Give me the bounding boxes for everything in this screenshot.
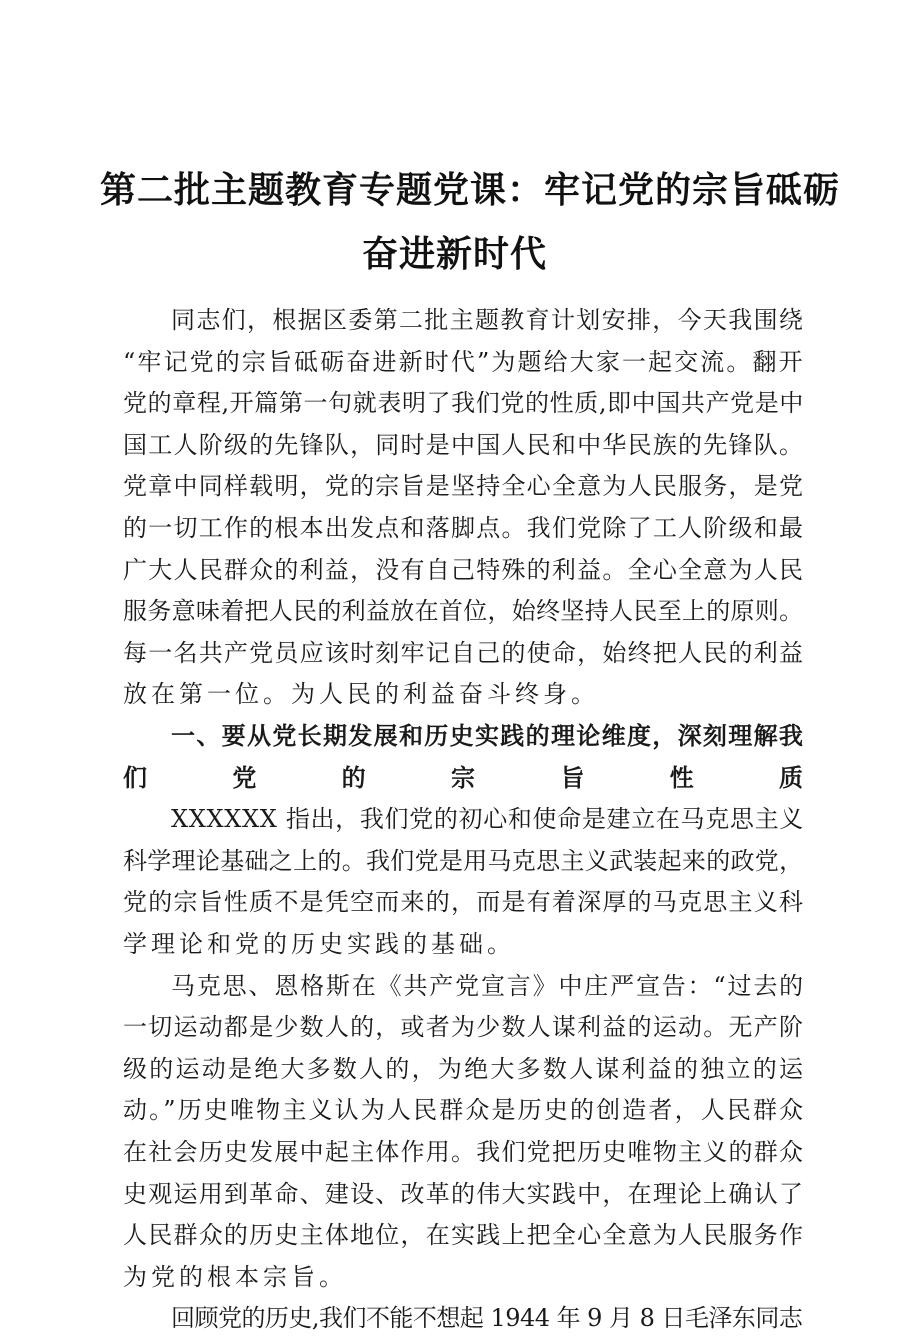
paragraph-line: 人民群众的历史主体地位，在实践上把全心全意为人民服务作 [123,1221,805,1250]
paragraph-line: 回顾党的历史,我们不能不想起 1944 年 9 月 8 日毛泽东同志 [171,1304,803,1333]
paragraph-line: 的一切工作的根本出发点和落脚点。我们党除了工人阶级和最 [123,514,805,542]
paragraph-line: 广大人民群众的利益，没有自己特殊的利益。全心全意为人民 [123,555,805,584]
document-title-line-1: 第二批主题教育专题党课：牢记党的宗旨砥砺 [100,169,841,211]
paragraph-line: 为党的根本宗旨。 [123,1262,347,1291]
paragraph-line: 党的宗旨性质不是凭空而来的，而是有着深厚的马克思主义科 [123,888,805,917]
paragraph-line: 放在第一位。为人民的利益奋斗终身。 [123,680,599,709]
section-heading-line: 们党的宗旨性质 [123,762,889,792]
section-heading-line: 一、要从党长期发展和历史实践的理论维度，深刻理解我 [171,721,805,750]
paragraph-line: 国工人阶级的先锋队，同时是中国人民和中华民族的先锋队。 [123,430,805,459]
paragraph-line: 级的运动是绝大多数人的，为绝大多数人谋利益的独立的运 [123,1054,806,1083]
paragraph-line: 服务意味着把人民的利益放在首位，始终坚持人民至上的原则。 [123,597,804,626]
paragraph-line: 党的章程,开篇第一句就表明了我们党的性质,即中国共产党是中 [123,389,804,418]
paragraph-line: 马克思、恩格斯在《共产党宣言》中庄严宣告：“过去的 [171,971,806,1000]
paragraph-line: 同志们，根据区委第二批主题教育计划安排，今天我围绕 [171,306,805,334]
paragraph-line: 在社会历史发展中起主体作用。我们党把历史唯物主义的群众 [123,1138,805,1166]
paragraph-line: “牢记党的宗旨砥砺奋进新时代”为题给大家一起交流。翻开 [123,347,805,376]
paragraph-line: 动。”历史唯物主义认为人民群众是历史的创造者，人民群众 [123,1096,806,1125]
document-title-line-2: 奋进新时代 [361,233,547,275]
paragraph-line: 一切运动都是少数人的，或者为少数人谋利益的运动。无产阶 [123,1013,805,1042]
paragraph-line: 科学理论基础之上的。我们党是用马克思主义武装起来的政党， [123,846,804,875]
paragraph-line: 每一名共产党员应该时刻牢记自己的使命，始终把人民的利益 [123,638,805,667]
paragraph-line: 史观运用到革命、建设、改革的伟大实践中，在理论上确认了 [123,1179,805,1208]
paragraph-line: 党章中同样载明，党的宗旨是坚持全心全意为人民服务，是党 [123,472,805,501]
paragraph-line: XXXXXX 指出，我们党的初心和使命是建立在马克思主义 [171,805,804,834]
paragraph-line: 学理论和党的历史实践的基础。 [123,930,515,958]
